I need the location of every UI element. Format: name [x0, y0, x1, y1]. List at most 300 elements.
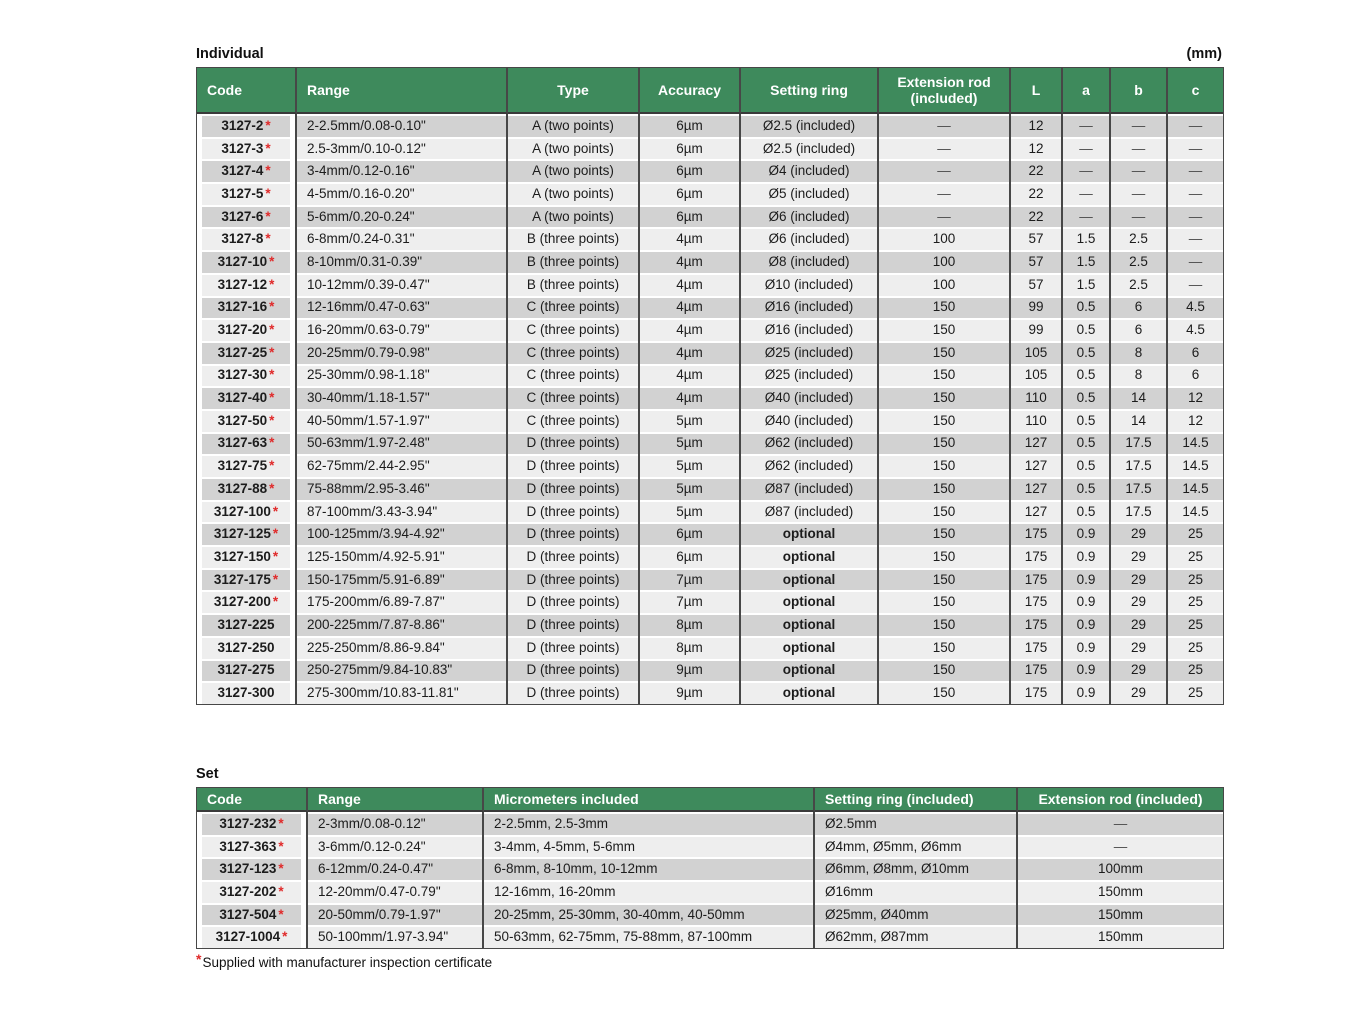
cell-accuracy: 9µm [640, 659, 741, 682]
cell-range: 75-88mm/2.95-3.46" [297, 477, 508, 500]
code-text: 3127-4 [221, 163, 264, 179]
cell-accuracy: 8µm [640, 613, 741, 636]
certificate-star-icon: * [272, 548, 279, 564]
cell-a: 1.5 [1063, 273, 1111, 296]
cell-range: 2-3mm/0.08-0.12" [308, 812, 484, 835]
certificate-star-icon: * [278, 861, 284, 877]
cell-setting_ring: Ø8 (included) [741, 250, 879, 273]
cell-extension_rod: 150 [879, 409, 1011, 432]
cell-code [197, 590, 297, 613]
cell-accuracy: 6µm [640, 545, 741, 568]
cell-b: — [1111, 182, 1168, 205]
cell-c: — [1168, 182, 1223, 205]
cell-extension_rod: — [879, 137, 1011, 160]
cell-type: D (three points) [508, 477, 640, 500]
cell-extension_rod: 100 [879, 227, 1011, 250]
cell-range: 5-6mm/0.20-0.24" [297, 205, 508, 228]
table-row [197, 681, 1223, 704]
cell-l: 175 [1011, 568, 1063, 591]
cell-type: D (three points) [508, 454, 640, 477]
cell-accuracy: 6µm [640, 205, 741, 228]
cell-b: 17.5 [1111, 454, 1168, 477]
cell-c: 25 [1168, 545, 1223, 568]
cell-type: D (three points) [508, 636, 640, 659]
header-row [197, 788, 1223, 812]
column-header: Setting ring (included) [815, 788, 1018, 812]
cell-b: 17.5 [1111, 432, 1168, 455]
certificate-star-icon: * [269, 299, 275, 315]
cell-setting_ring: Ø40 (included) [741, 409, 879, 432]
cell-code [197, 477, 297, 500]
cell-range: 30-40mm/1.18-1.57" [297, 386, 508, 409]
cell-code [197, 409, 297, 432]
cell-l: 175 [1011, 590, 1063, 613]
cell-c: — [1168, 227, 1223, 250]
header-row [197, 68, 1223, 114]
column-header: Code [197, 68, 297, 114]
cell-code [197, 227, 297, 250]
table-row [197, 590, 1223, 613]
cell-a: 1.5 [1063, 227, 1111, 250]
cell-range: 4-5mm/0.16-0.20" [297, 182, 508, 205]
table-row [197, 296, 1223, 319]
cell-extension_rod: 150 [879, 500, 1011, 523]
cell-l: 99 [1011, 318, 1063, 341]
cell-setting_ring: Ø62 (included) [741, 454, 879, 477]
cell-range: 225-250mm/8.86-9.84" [297, 636, 508, 659]
cell-type: D (three points) [508, 681, 640, 704]
certificate-star-icon: * [265, 208, 271, 224]
cell-code [197, 545, 297, 568]
individual-section-header [196, 46, 1222, 62]
code-text: 3127-12 [217, 276, 268, 292]
cell-a: 0.9 [1063, 613, 1111, 636]
cell-accuracy: 4µm [640, 364, 741, 387]
cell-extension_rod: 150 [879, 432, 1011, 455]
cell-type: D (three points) [508, 613, 640, 636]
cell-code [197, 522, 297, 545]
cell-accuracy: 4µm [640, 296, 741, 319]
cell-code [197, 659, 297, 682]
cell-setting_ring: optional [741, 613, 879, 636]
table-row [197, 500, 1223, 523]
cell-extension_rod: 150 [879, 318, 1011, 341]
cell-extension_rod: 150 [879, 364, 1011, 387]
certificate-star-icon: * [269, 276, 275, 292]
cell-range: 50-100mm/1.97-3.94" [308, 925, 484, 948]
cell-a: — [1063, 159, 1111, 182]
cell-range: 6-12mm/0.24-0.47" [308, 857, 484, 880]
cell-type: D (three points) [508, 659, 640, 682]
cell-b: 29 [1111, 590, 1168, 613]
certificate-star-icon: * [272, 594, 279, 610]
cell-range: 20-25mm/0.79-0.98" [297, 341, 508, 364]
cell-accuracy: 7µm [640, 590, 741, 613]
cell-c: — [1168, 273, 1223, 296]
cell-extension_rod: 150mm [1018, 925, 1223, 948]
cell-b: 2.5 [1111, 250, 1168, 273]
cell-range: 100-125mm/3.94-4.92" [297, 522, 508, 545]
cell-extension_rod: — [879, 205, 1011, 228]
cell-code [197, 636, 297, 659]
cell-a: 0.5 [1063, 364, 1111, 387]
footnote [196, 951, 493, 970]
cell-accuracy: 5µm [640, 409, 741, 432]
certificate-star-icon: * [272, 503, 279, 519]
cell-setting_ring: Ø16 (included) [741, 296, 879, 319]
code-text: 3127-25 [217, 344, 268, 360]
cell-b: 14 [1111, 386, 1168, 409]
cell-extension_rod: 100mm [1018, 857, 1223, 880]
table-row [197, 205, 1223, 228]
cell-code [197, 880, 308, 903]
cell-b: 8 [1111, 341, 1168, 364]
cell-range: 50-63mm/1.97-2.48" [297, 432, 508, 455]
column-header: Range [308, 788, 484, 812]
certificate-star-icon: * [278, 883, 284, 899]
cell-setting_ring: optional [741, 522, 879, 545]
cell-accuracy: 4µm [640, 318, 741, 341]
individual-table [196, 67, 1224, 705]
table-row [197, 477, 1223, 500]
cell-c: 4.5 [1168, 318, 1223, 341]
cell-b: 17.5 [1111, 500, 1168, 523]
cell-l: 12 [1011, 137, 1063, 160]
cell-code [197, 925, 308, 948]
cell-c: 6 [1168, 341, 1223, 364]
cell-setting_ring: Ø87 (included) [741, 500, 879, 523]
code-text: 3127-1004 [215, 929, 281, 945]
cell-code [197, 432, 297, 455]
table-row [197, 386, 1223, 409]
cell-type: D (three points) [508, 522, 640, 545]
cell-accuracy: 6µm [640, 182, 741, 205]
cell-b: 2.5 [1111, 227, 1168, 250]
cell-l: 127 [1011, 477, 1063, 500]
cell-type: C (three points) [508, 296, 640, 319]
code-text: 3127-16 [217, 299, 268, 315]
cell-a: — [1063, 137, 1111, 160]
cell-c: 14.5 [1168, 500, 1223, 523]
cell-a: 0.5 [1063, 500, 1111, 523]
cell-range: 20-50mm/0.79-1.97" [308, 903, 484, 926]
certificate-star-icon: * [278, 815, 284, 831]
cell-setting_ring: Ø10 (included) [741, 273, 879, 296]
cell-b: — [1111, 159, 1168, 182]
cell-b: 14 [1111, 409, 1168, 432]
code-text: 3127-250 [217, 639, 275, 655]
code-text: 3127-275 [217, 662, 275, 678]
cell-c: 6 [1168, 364, 1223, 387]
set-section [196, 766, 1222, 949]
code-text: 3127-8 [221, 231, 264, 247]
cell-micrometers: 20-25mm, 25-30mm, 30-40mm, 40-50mm [484, 903, 815, 926]
table-row [197, 432, 1223, 455]
cell-l: 127 [1011, 500, 1063, 523]
cell-setting_ring: Ø6 (included) [741, 227, 879, 250]
cell-setting_ring: Ø16mm [815, 880, 1018, 903]
cell-range: 150-175mm/5.91-6.89" [297, 568, 508, 591]
cell-extension_rod: 150mm [1018, 880, 1223, 903]
cell-extension_rod: 150 [879, 681, 1011, 704]
cell-type: B (three points) [508, 250, 640, 273]
code-text: 3127-363 [219, 838, 277, 854]
cell-code [197, 250, 297, 273]
cell-extension_rod: 150 [879, 522, 1011, 545]
code-text: 3127-175 [213, 571, 271, 587]
cell-code [197, 835, 308, 858]
certificate-star-icon: * [269, 344, 275, 360]
cell-a: 0.5 [1063, 386, 1111, 409]
cell-code [197, 137, 297, 160]
cell-code [197, 205, 297, 228]
cell-l: 12 [1011, 114, 1063, 137]
set-section-header [196, 766, 1222, 782]
certificate-star-icon: * [269, 480, 275, 496]
certificate-star-icon: * [278, 838, 284, 854]
cell-type: D (three points) [508, 568, 640, 591]
table-row [197, 409, 1223, 432]
cell-c: 25 [1168, 590, 1223, 613]
cell-type: D (three points) [508, 432, 640, 455]
code-text: 3127-125 [213, 526, 271, 542]
code-text: 3127-200 [213, 594, 271, 610]
cell-type: D (three points) [508, 590, 640, 613]
cell-extension_rod: 150 [879, 659, 1011, 682]
cell-type: C (three points) [508, 386, 640, 409]
cell-code [197, 114, 297, 137]
code-text: 3127-75 [217, 458, 268, 474]
code-text: 3127-40 [217, 390, 268, 406]
cell-range: 10-12mm/0.39-0.47" [297, 273, 508, 296]
cell-type: C (three points) [508, 318, 640, 341]
cell-type: D (three points) [508, 545, 640, 568]
cell-code [197, 903, 308, 926]
cell-extension_rod: 150 [879, 568, 1011, 591]
cell-setting_ring: Ø6 (included) [741, 205, 879, 228]
cell-a: 0.5 [1063, 454, 1111, 477]
cell-type: A (two points) [508, 137, 640, 160]
cell-l: 175 [1011, 681, 1063, 704]
cell-b: — [1111, 205, 1168, 228]
cell-extension_rod: 150 [879, 341, 1011, 364]
table-row [197, 137, 1223, 160]
certificate-star-icon: * [272, 571, 279, 587]
cell-l: 175 [1011, 636, 1063, 659]
cell-range: 200-225mm/7.87-8.86" [297, 613, 508, 636]
cell-accuracy: 4µm [640, 386, 741, 409]
cell-l: 57 [1011, 273, 1063, 296]
cell-b: — [1111, 137, 1168, 160]
table-row [197, 835, 1223, 858]
certificate-star-icon: * [269, 253, 275, 269]
cell-range: 175-200mm/6.89-7.87" [297, 590, 508, 613]
cell-c: — [1168, 250, 1223, 273]
cell-l: 175 [1011, 545, 1063, 568]
cell-accuracy: 4µm [640, 341, 741, 364]
cell-code [197, 568, 297, 591]
cell-type: C (three points) [508, 364, 640, 387]
cell-accuracy: 5µm [640, 477, 741, 500]
cell-accuracy: 4µm [640, 273, 741, 296]
cell-micrometers: 2-2.5mm, 2.5-3mm [484, 812, 815, 835]
cell-type: A (two points) [508, 114, 640, 137]
cell-c: 25 [1168, 613, 1223, 636]
cell-setting_ring: Ø4mm, Ø5mm, Ø6mm [815, 835, 1018, 858]
column-header: L [1011, 68, 1063, 114]
cell-code [197, 159, 297, 182]
table-row [197, 182, 1223, 205]
cell-b: 2.5 [1111, 273, 1168, 296]
cell-l: 105 [1011, 341, 1063, 364]
table-row [197, 568, 1223, 591]
cell-accuracy: 6µm [640, 114, 741, 137]
cell-setting_ring: optional [741, 681, 879, 704]
cell-micrometers: 50-63mm, 62-75mm, 75-88mm, 87-100mm [484, 925, 815, 948]
cell-c: 12 [1168, 386, 1223, 409]
cell-accuracy: 9µm [640, 681, 741, 704]
cell-setting_ring: Ø6mm, Ø8mm, Ø10mm [815, 857, 1018, 880]
cell-c: — [1168, 114, 1223, 137]
cell-setting_ring: optional [741, 636, 879, 659]
cell-range: 40-50mm/1.57-1.97" [297, 409, 508, 432]
table-row [197, 341, 1223, 364]
cell-extension_rod: 150 [879, 636, 1011, 659]
cell-range: 8-10mm/0.31-0.39" [297, 250, 508, 273]
cell-b: — [1111, 114, 1168, 137]
certificate-star-icon: * [269, 390, 275, 406]
column-header: Range [297, 68, 508, 114]
cell-type: A (two points) [508, 182, 640, 205]
cell-setting_ring: optional [741, 590, 879, 613]
cell-code [197, 681, 297, 704]
cell-extension_rod: — [879, 114, 1011, 137]
cell-b: 29 [1111, 681, 1168, 704]
cell-micrometers: 6-8mm, 8-10mm, 10-12mm [484, 857, 815, 880]
cell-range: 250-275mm/9.84-10.83" [297, 659, 508, 682]
cell-range: 12-16mm/0.47-0.63" [297, 296, 508, 319]
cell-range: 3-6mm/0.12-0.24" [308, 835, 484, 858]
code-text: 3127-6 [221, 208, 264, 224]
cell-extension_rod: 150 [879, 590, 1011, 613]
cell-extension_rod: 150mm [1018, 903, 1223, 926]
cell-c: 25 [1168, 681, 1223, 704]
cell-c: 25 [1168, 636, 1223, 659]
cell-extension_rod: — [1018, 812, 1223, 835]
certificate-star-icon: * [269, 435, 275, 451]
cell-a: 0.9 [1063, 545, 1111, 568]
table-row [197, 857, 1223, 880]
column-header: a [1063, 68, 1111, 114]
code-text: 3127-88 [217, 480, 268, 496]
table-row [197, 636, 1223, 659]
cell-range: 16-20mm/0.63-0.79" [297, 318, 508, 341]
cell-setting_ring: Ø2.5 (included) [741, 137, 879, 160]
certificate-star-icon: * [265, 117, 271, 133]
cell-l: 110 [1011, 409, 1063, 432]
cell-type: C (three points) [508, 341, 640, 364]
cell-type: A (two points) [508, 205, 640, 228]
cell-b: 29 [1111, 636, 1168, 659]
cell-setting_ring: optional [741, 659, 879, 682]
cell-setting_ring: Ø62 (included) [741, 432, 879, 455]
cell-a: 0.5 [1063, 296, 1111, 319]
cell-type: C (three points) [508, 409, 640, 432]
cell-a: 0.9 [1063, 568, 1111, 591]
cell-code [197, 613, 297, 636]
cell-a: — [1063, 114, 1111, 137]
cell-l: 99 [1011, 296, 1063, 319]
cell-accuracy: 6µm [640, 137, 741, 160]
cell-extension_rod: 150 [879, 296, 1011, 319]
cell-setting_ring: Ø25 (included) [741, 364, 879, 387]
individual-section [196, 46, 1222, 705]
code-text: 3127-300 [217, 685, 275, 701]
cell-l: 175 [1011, 613, 1063, 636]
cell-extension_rod: — [1018, 835, 1223, 858]
cell-a: 0.9 [1063, 659, 1111, 682]
table-row [197, 903, 1223, 926]
certificate-star-icon: * [272, 526, 279, 542]
cell-code [197, 454, 297, 477]
cell-code [197, 273, 297, 296]
code-text: 3127-2 [221, 117, 264, 133]
cell-range: 12-20mm/0.47-0.79" [308, 880, 484, 903]
cell-micrometers: 12-16mm, 16-20mm [484, 880, 815, 903]
cell-accuracy: 5µm [640, 432, 741, 455]
cell-b: 8 [1111, 364, 1168, 387]
column-header: Accuracy [640, 68, 741, 114]
cell-code [197, 182, 297, 205]
code-text: 3127-50 [217, 412, 268, 428]
cell-setting_ring: Ø4 (included) [741, 159, 879, 182]
cell-l: 110 [1011, 386, 1063, 409]
code-text: 3127-232 [219, 815, 277, 831]
cell-b: 29 [1111, 522, 1168, 545]
cell-range: 275-300mm/10.83-11.81" [297, 681, 508, 704]
cell-l: 175 [1011, 522, 1063, 545]
certificate-star-icon: * [282, 929, 288, 945]
cell-c: 14.5 [1168, 454, 1223, 477]
code-text: 3127-150 [213, 548, 271, 564]
code-text: 3127-202 [219, 883, 277, 899]
table-row [197, 273, 1223, 296]
cell-c: 25 [1168, 568, 1223, 591]
code-text: 3127-3 [221, 140, 264, 156]
cell-c: 25 [1168, 522, 1223, 545]
cell-a: 0.5 [1063, 341, 1111, 364]
table-row [197, 114, 1223, 137]
cell-c: — [1168, 205, 1223, 228]
table-row [197, 364, 1223, 387]
cell-type: B (three points) [508, 227, 640, 250]
cell-range: 3-4mm/0.12-0.16" [297, 159, 508, 182]
cell-setting_ring: Ø5 (included) [741, 182, 879, 205]
cell-accuracy: 7µm [640, 568, 741, 591]
cell-l: 175 [1011, 659, 1063, 682]
table-row [197, 227, 1223, 250]
column-header: Extension rod (included) [1018, 788, 1223, 812]
code-text: 3127-63 [217, 435, 268, 451]
cell-setting_ring: Ø62mm, Ø87mm [815, 925, 1018, 948]
cell-accuracy: 6µm [640, 159, 741, 182]
cell-setting_ring: Ø25 (included) [741, 341, 879, 364]
certificate-star-icon: * [269, 458, 275, 474]
cell-range: 25-30mm/0.98-1.18" [297, 364, 508, 387]
cell-l: 127 [1011, 454, 1063, 477]
cell-c: 12 [1168, 409, 1223, 432]
cell-b: 29 [1111, 545, 1168, 568]
